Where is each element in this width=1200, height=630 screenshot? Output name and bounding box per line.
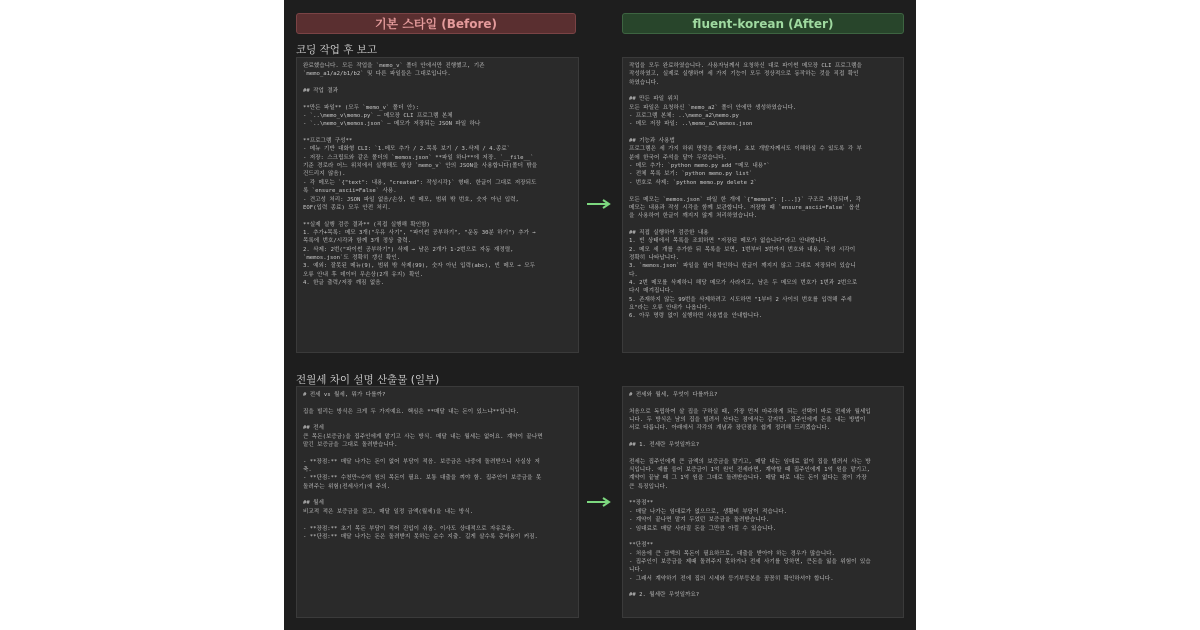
arrow-right-icon [586, 199, 614, 209]
comparison-canvas [284, 0, 916, 630]
section-title-coding-report: 코딩 작업 후 보고 [296, 44, 378, 56]
before-text-rent-explanation: # 전세 vs 월세, 뭐가 다를까? 집을 빌리는 방식은 크게 두 가지예요. 핵심은 **매달 내는 돈이 있느냐**입니다. ## 전세 큰 목돈(보증금)을 집주인에게 맡기고 사는 방식. 매달 내는 월세는 없어요. 계약이 끝나면 맡긴 보증금을 그대로 돌려받습니다. - **장점:** 매달 나가는 돈이 없어 부담이 적음. 보증금은 나중에 돌려받으니 사실상 저 축. - **단점:** 수천만~수억 원의 목돈이 필요. 보통 대출을 껴야 함. 집주인이 보증금을 못 돌려주는 위험(전세사기)에 주의. ## 월세 비교적 적은 보증금을 걸고, 매달 일정 금액(월세)을 내는 방식. - **장점:** 초기 목돈 부담이 적어 진입이 쉬움. 이사도 상대적으로 자유로움. - **단점:** 매달 나가는 돈은 돌려받지 못하는 순수 지출. 길게 살수록 총비용이 커짐. [303, 392, 543, 540]
section-title-rent-explanation: 전월세 차이 설명 산출물 (일부) [296, 374, 440, 386]
after-panel-coding-report [622, 57, 904, 353]
before-header: 기본 스타일 (Before) [296, 13, 576, 34]
before-panel-rent-explanation [296, 386, 579, 618]
after-text-coding-report: 작업을 모두 완료하였습니다. 사용자님께서 요청하신 대로 파이썬 메모장 CLI 프로그램을 작성하였고, 실제로 실행하여 세 가지 기능이 모두 정상적으로 동작하는 것을 직접 확인 하였습니다. ## 만든 파일 위치 모든 파일은 요청하신 `memo_a2` 폴더 안에만 생성하였습니다. - 프로그램 본체: ..\memo_a2\memo.py - 메모 저장 파일: ..\memo_a2\memos.json ## 기능과 사용법 프로그램은 세 가지 하위 명령을 제공하며, 초보 개발자께서도 이해하실 수 있도록 각 부 분에 한국어 주석을 달아 두었습니다. - 메모 추가: `python memo.py add "메모 내용"` - 전체 목록 보기: `python memo.py list` - 번호로 삭제: `python memo.py delete 2` 모든 메모는 `memos.json` 파일 한 개에 `{"memos": [...]}` 구조로 저장되며, 각 메모는 내용과 작성 시각을 함께 보관합니다. 저장할 때 `ensure_ascii=False` 옵션 을 사용하여 한글이 깨지지 않게 처리하였습니다. ## 직접 실행하여 검증한 내용 1. 빈 상태에서 목록을 조회하면 "저장된 메모가 없습니다"라고 안내합니다. 2. 메모 세 개를 추가한 뒤 목록을 보면, 1번부터 3번까지 번호와 내용, 작성 시각이 정확히 나타납니다. 3. `memos.json` 파일을 열어 확인하니 한글이 깨지지 않고 그대로 저장되어 있습니 다. 4. 2번 메모를 삭제하니 해당 메모가 사라지고, 남은 두 메모의 번호가 1번과 2번으로 다시 매겨집니다. 5. 존재하지 않는 99번을 삭제하려고 시도하면 "1부터 2 사이의 번호를 입력해 주세 요"라는 오류 안내가 나옵니다. 6. 아무 명령 없이 실행하면 사용법을 안내합니다. [629, 63, 862, 320]
before-panel-coding-report [296, 57, 579, 353]
after-text-rent-explanation: # 전세와 월세, 무엇이 다를까요? 처음으로 독립하여 살 집을 구하실 때, 가장 먼저 마주하게 되는 선택이 바로 전세와 월세입 니다. 두 방식은 남의 집을 빌려서 산다는 점에서는 같지만, 집주인에게 돈을 내는 방법이 서로 다릅니다. 아래에서 각각의 개념과 장단점을 쉽게 정리해 드리겠습니다. ## 1. 전세란 무엇일까요? 전세는 집주인에게 큰 금액의 보증금을 맡기고, 매달 내는 임대료 없이 집을 빌려서 사는 방 식입니다. 예를 들어 보증금이 1억 원인 전세라면, 계약할 때 집주인에게 1억 원을 맡기고, 계약이 끝날 때 그 1억 원을 그대로 돌려받습니다. 매달 따로 내는 돈이 없다는 점이 가장 큰 특징입니다. **장점** - 매달 나가는 임대료가 없으므로, 생활비 부담이 적습니다. - 계약이 끝나면 맡겨 두었던 보증금을 돌려받습니다. - 임대료로 매달 사라질 돈을 그만큼 아낄 수 있습니다. **단점** - 처음에 큰 금액의 목돈이 필요하므로, 대출을 받아야 하는 경우가 많습니다. - 집주인이 보증금을 제때 돌려주지 못하거나 전세 사기를 당하면, 큰돈을 잃을 위험이 있습 니다. - 그래서 계약하기 전에 집의 시세와 등기부등본을 꼼꼼히 확인하셔야 합니다. ## 2. 월세란 무엇일까요? [629, 392, 871, 599]
after-header: fluent-korean (After) [622, 13, 904, 34]
arrow-right-icon [586, 497, 614, 507]
after-panel-rent-explanation [622, 386, 904, 618]
before-text-coding-report: 완료했습니다. 모든 작업을 `memo_v` 폴더 안에서만 진행했고, 기존 `memo_a1/a2/b1/b2` 및 다른 파일들은 그대로입니다. ## 작업 결과 **만든 파일** (모두 `memo_v` 폴더 안): - `..\memo_v\memo.py` — 메모장 CLI 프로그램 본체 - `..\memo_v\memos.json` — 메모가 저장되는 JSON 파일 하나 **프로그램 구성** - 메뉴 기반 대화형 CLI: `1.메모 추가 / 2.목록 보기 / 3.삭제 / 4.종료` - 저장: 스크립트와 같은 폴더의 `memos.json` **파일 하나**에 저장. `__file__` 기준 경로라 어느 위치에서 실행해도 항상 `memo_v` 안의 JSON을 사용합니다(폴더 밖을 건드리지 않음). - 각 메모는 `{"text": 내용, "created": 작성시각}` 형태. 한글이 그대로 저장되도 록 `ensure_ascii=False` 사용. - 견고성 처리: JSON 파일 없음/손상, 빈 메모, 범위 밖 번호, 숫자 아닌 입력, EOF(입력 종료) 모두 안전 처리. **실제 실행 검증 결과** (직접 실행해 확인함) 1. 추가+목록: 메모 3개("우유 사기", "파이썬 공부하기", "운동 30분 하기") 추가 → 목록에 번호/시각과 함께 3개 정상 출력. 2. 삭제: 2번("파이썬 공부하기") 삭제 → 남은 2개가 1·2번으로 자동 재정렬, `memos.json`도 정확히 갱신 확인. 3. 예외: 잘못된 메뉴(9), 범위 밖 삭제(99), 숫자 아닌 입력(abc), 빈 메모 → 모두 오류 안내 후 데이터 무손상(2개 유지) 확인. 4. 한글 출력/저장 깨짐 없음. [303, 63, 538, 286]
